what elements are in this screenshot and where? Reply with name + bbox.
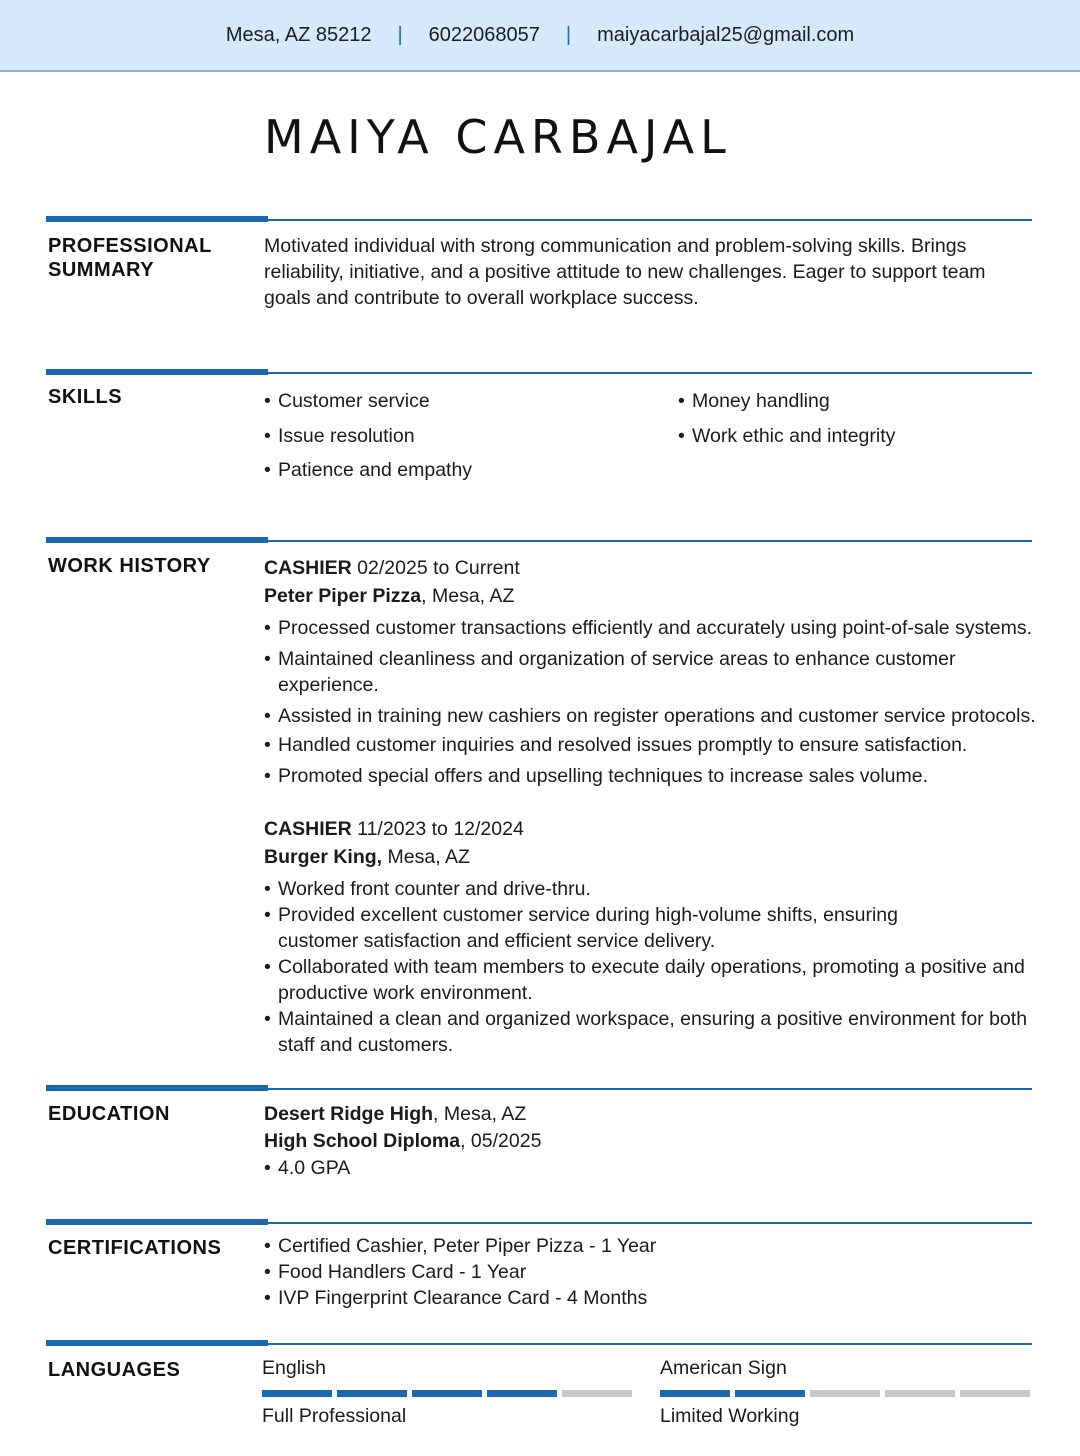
job-bullet: • Provided excellent customer service during high-volume shifts, ensuring customer satisfaction and efficient service delivery. bbox=[264, 902, 918, 954]
job-company-line bbox=[264, 843, 1054, 871]
proficiency-segment-filled bbox=[262, 1390, 332, 1397]
certifications-list bbox=[264, 1233, 656, 1311]
candidate-name: MAIYA CARBAJAL bbox=[264, 110, 732, 164]
education-bullet: • 4.0 GPA bbox=[264, 1155, 541, 1182]
proficiency-segment-filled bbox=[660, 1390, 730, 1397]
job-bullet: • Maintained a clean and organized workspace, ensuring a positive environment for both staff and customers. bbox=[264, 1006, 1053, 1058]
proficiency-segment-empty bbox=[562, 1390, 632, 1397]
contact-email: maiyacarbajal25@gmail.com bbox=[597, 23, 855, 46]
degree-date: , 05/2025 bbox=[460, 1130, 542, 1152]
job-bullet: • Assisted in training new cashiers on register operations and customer service protocols. bbox=[264, 703, 1054, 729]
school-name: Desert Ridge High bbox=[264, 1103, 434, 1125]
contact-location: Mesa, AZ 85212 bbox=[225, 23, 372, 46]
contact-separator: | bbox=[397, 23, 403, 46]
job-bullet: • Promoted special offers and upselling techniques to increase sales volume. bbox=[264, 763, 1054, 789]
language-item bbox=[262, 1357, 634, 1428]
contact-separator: | bbox=[565, 23, 572, 46]
job-bullet: • Worked front counter and drive-thru. bbox=[264, 876, 1054, 902]
section-heading: CERTIFICATIONS bbox=[48, 1237, 222, 1259]
language-proficiency-bar bbox=[660, 1390, 1032, 1397]
proficiency-segment-filled bbox=[487, 1390, 557, 1397]
section-divider bbox=[46, 1085, 1036, 1091]
certification-item: • Food Handlers Card - 1 Year bbox=[264, 1259, 656, 1285]
job-dates: 02/2025 to Current bbox=[351, 557, 520, 579]
proficiency-segment-filled bbox=[412, 1390, 482, 1397]
job-title-line bbox=[264, 554, 1054, 582]
job-company: Burger King, bbox=[264, 846, 383, 868]
heading-line: SUMMARY bbox=[48, 259, 155, 281]
section-skills bbox=[46, 369, 1036, 481]
job-title: CASHIER bbox=[264, 557, 352, 579]
contact-phone: 6022068057 bbox=[428, 23, 540, 46]
language-name: English bbox=[262, 1357, 326, 1379]
section-heading: LANGUAGES bbox=[48, 1359, 181, 1381]
section-divider bbox=[46, 1340, 1036, 1346]
heading-line: PROFESSIONAL bbox=[48, 235, 212, 257]
summary-text: Motivated individual with strong communication and problem-solving skills. Brings reliability, initiative, and a positive attitude to new challenges. Eager to support team goals and contribute to overall workplace success. bbox=[264, 235, 986, 309]
language-level: Limited Working bbox=[660, 1405, 800, 1427]
language-level: Full Professional bbox=[262, 1405, 407, 1427]
section-divider bbox=[46, 537, 1036, 543]
language-item bbox=[660, 1357, 1032, 1428]
skills-column-1 bbox=[264, 384, 624, 488]
degree-name: High School Diploma bbox=[264, 1130, 461, 1152]
section-summary bbox=[46, 216, 1036, 309]
skills-column-2 bbox=[678, 384, 1038, 453]
skill-item: • Money handling bbox=[678, 384, 1038, 419]
section-heading: EDUCATION bbox=[48, 1103, 170, 1125]
section-education bbox=[46, 1085, 1036, 1179]
job-location: , Mesa, AZ bbox=[421, 585, 515, 607]
section-certifications bbox=[46, 1219, 1036, 1309]
certification-item: • Certified Cashier, Peter Piper Pizza - 1 Year bbox=[264, 1233, 656, 1259]
language-name: American Sign bbox=[660, 1357, 787, 1379]
job-title-line bbox=[264, 815, 1054, 843]
section-divider bbox=[46, 216, 1036, 222]
language-proficiency-bar bbox=[262, 1390, 634, 1397]
proficiency-segment-empty bbox=[960, 1390, 1030, 1397]
certification-item: • IVP Fingerprint Clearance Card - 4 Months bbox=[264, 1285, 656, 1311]
education-entry bbox=[264, 1101, 541, 1182]
section-languages bbox=[46, 1340, 1036, 1427]
section-heading: SKILLS bbox=[48, 386, 123, 408]
job-bullet: • Collaborated with team members to execute daily operations, promoting a positive and productive work environment. bbox=[264, 954, 1053, 1006]
section-divider bbox=[46, 369, 1036, 375]
degree-line bbox=[264, 1128, 541, 1155]
job-location: Mesa, AZ bbox=[382, 846, 470, 868]
job-title: CASHIER bbox=[264, 818, 352, 840]
job-entry bbox=[264, 554, 1054, 789]
section-work-history bbox=[46, 537, 1036, 1056]
skill-item: • Customer service bbox=[264, 384, 624, 419]
job-company-line bbox=[264, 582, 1054, 610]
job-company: Peter Piper Pizza bbox=[264, 585, 422, 607]
section-heading: WORK HISTORY bbox=[48, 555, 211, 577]
job-entry bbox=[264, 815, 1054, 1058]
proficiency-segment-filled bbox=[337, 1390, 407, 1397]
proficiency-segment-empty bbox=[810, 1390, 880, 1397]
school-line bbox=[264, 1101, 541, 1128]
job-bullet: • Handled customer inquiries and resolved issues promptly to ensure satisfaction. bbox=[264, 732, 1054, 758]
section-divider bbox=[46, 1219, 1036, 1225]
skill-item: • Issue resolution bbox=[264, 419, 624, 454]
job-bullet: • Processed customer transactions efficiently and accurately using point-of-sale systems. bbox=[264, 615, 1054, 641]
proficiency-segment-empty bbox=[885, 1390, 955, 1397]
school-location: , Mesa, AZ bbox=[433, 1103, 527, 1125]
section-heading bbox=[48, 234, 212, 282]
skill-item: • Work ethic and integrity bbox=[678, 419, 1038, 454]
proficiency-segment-filled bbox=[735, 1390, 805, 1397]
contact-bar bbox=[0, 0, 1080, 72]
skill-item: • Patience and empathy bbox=[264, 453, 624, 488]
job-bullet: • Maintained cleanliness and organization of service areas to enhance customer experience. bbox=[264, 646, 978, 698]
job-dates: 11/2023 to 12/2024 bbox=[351, 818, 524, 840]
